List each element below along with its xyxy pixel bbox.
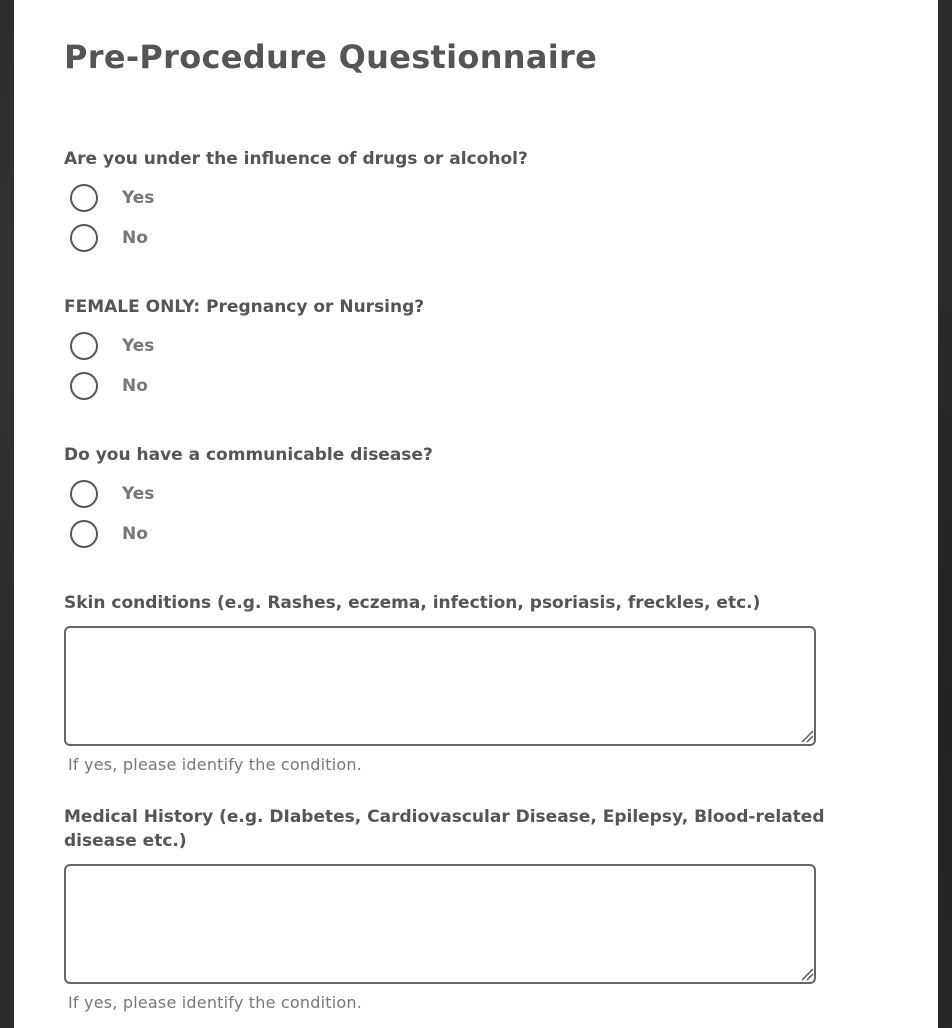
medical-history-textarea[interactable] [64, 864, 816, 984]
skin-conditions-textarea[interactable] [64, 626, 816, 746]
radio-communicable-disease-no[interactable] [70, 518, 148, 550]
resize-grip-icon[interactable] [800, 729, 814, 743]
medical-history-label: Medical History (e.g. DIabetes, Cardiovascular Disease, Epilepsy, Blood-related disease etc.) [64, 807, 825, 851]
radio-label: Yes [122, 336, 155, 356]
radio-circle-icon[interactable] [70, 372, 98, 400]
radio-pregnancy-nursing-no[interactable] [70, 370, 148, 402]
radio-label: No [122, 376, 148, 396]
radio-circle-icon[interactable] [70, 184, 98, 212]
form-title: Pre-Procedure Questionnaire [64, 38, 598, 76]
radio-drugs-alcohol-no[interactable] [70, 222, 148, 254]
form-panel [14, 0, 938, 1028]
medical-history-help-text: If yes, please identify the condition. [68, 993, 362, 1012]
radio-pregnancy-nursing-yes[interactable] [70, 330, 154, 362]
radio-label: Yes [122, 484, 155, 504]
question-label-drugs-alcohol: Are you under the influence of drugs or alcohol? [64, 149, 528, 169]
radio-label: No [122, 524, 148, 544]
skin-conditions-label: Skin conditions (e.g. Rashes, eczema, infection, psoriasis, freckles, etc.) [64, 593, 761, 613]
radio-label: Yes [122, 188, 155, 208]
radio-circle-icon[interactable] [70, 480, 98, 508]
radio-circle-icon[interactable] [70, 224, 98, 252]
radio-circle-icon[interactable] [70, 332, 98, 360]
radio-communicable-disease-yes[interactable] [70, 478, 154, 510]
skin-conditions-help-text: If yes, please identify the condition. [68, 755, 362, 774]
radio-drugs-alcohol-yes[interactable] [70, 182, 154, 214]
radio-label: No [122, 228, 148, 248]
radio-circle-icon[interactable] [70, 520, 98, 548]
question-label-communicable-disease: Do you have a communicable disease? [64, 445, 433, 465]
question-label-pregnancy-nursing: FEMALE ONLY: Pregnancy or Nursing? [64, 297, 425, 317]
resize-grip-icon[interactable] [800, 967, 814, 981]
